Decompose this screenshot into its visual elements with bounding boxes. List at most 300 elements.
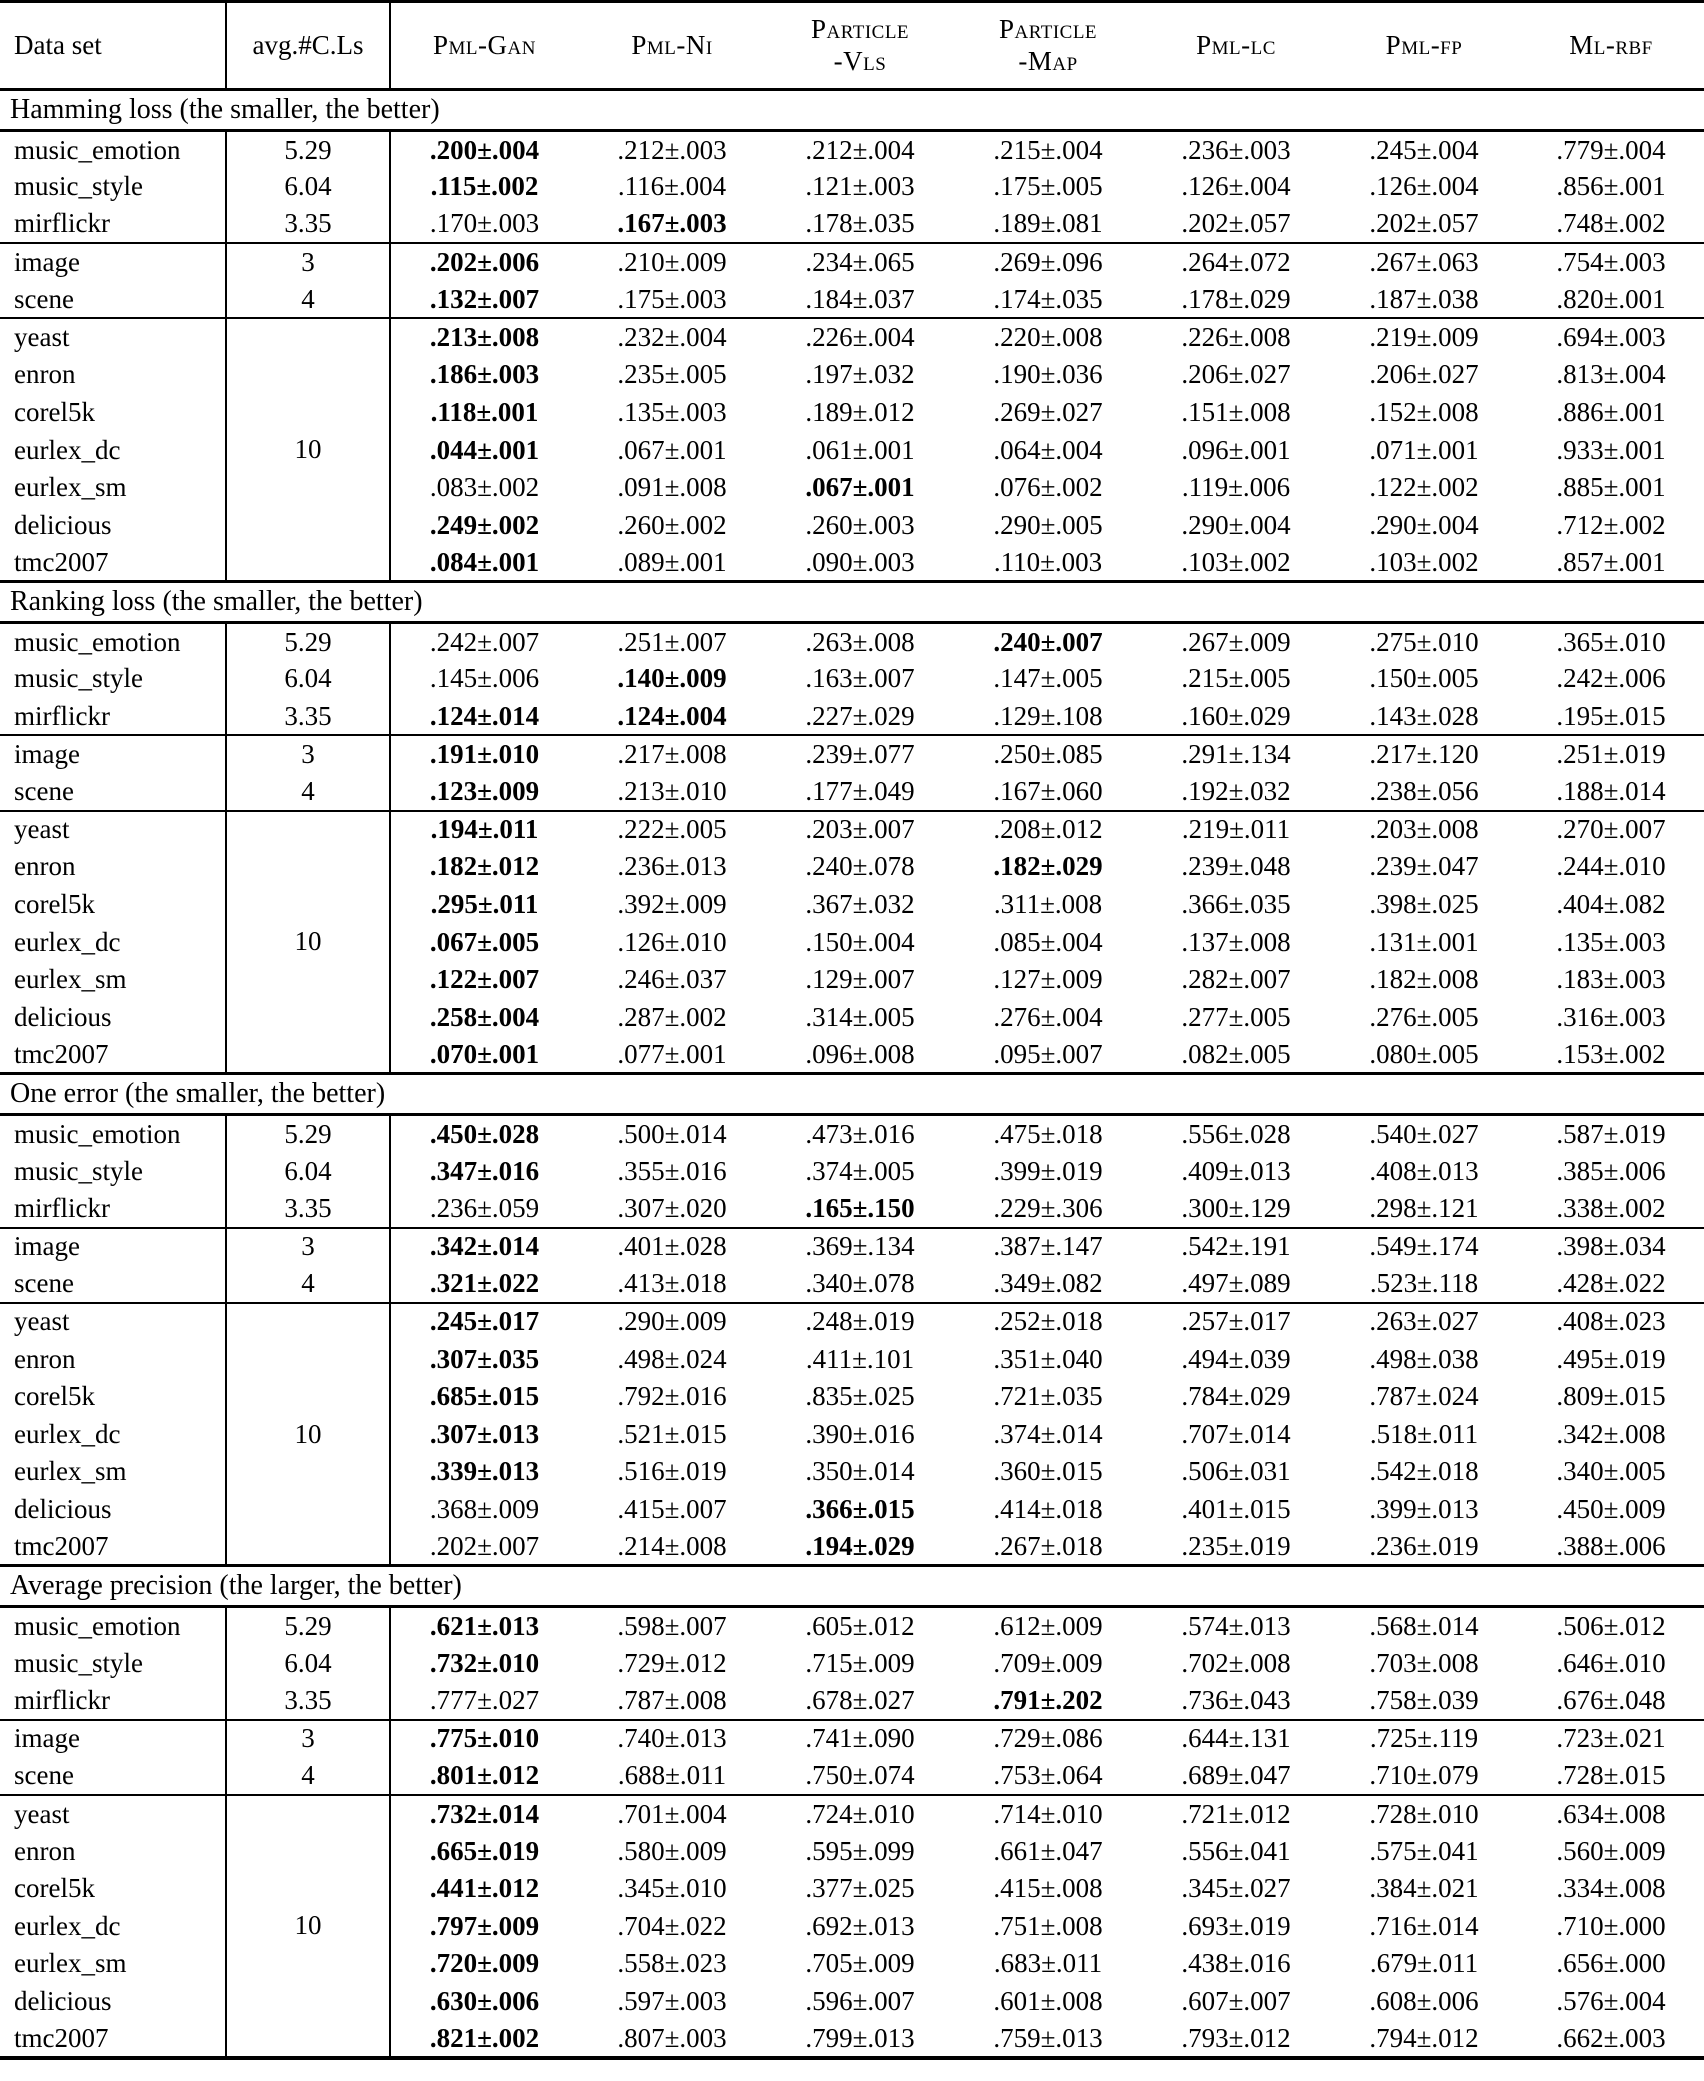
- value-cell-pml-ni: .290±.009: [578, 1303, 766, 1341]
- value-cell-particle-map: .208±.012: [954, 811, 1142, 849]
- table-row: [0, 811, 1704, 849]
- value-cell-pml-gan: .124±.014: [429, 700, 540, 731]
- value-cell-particle-vls: .366±.015: [805, 1493, 915, 1524]
- value-cell-pml-gan: .123±.009: [429, 775, 540, 806]
- value-cell-pml-gan: .083±.002: [429, 472, 540, 503]
- column-header-label: Pml-Gan: [433, 29, 536, 60]
- value-cell-pml-ni: .135±.003: [617, 396, 727, 427]
- value-cell-particle-map: .714±.010: [954, 1795, 1142, 1833]
- value-cell-particle-map: .612±.009: [954, 1607, 1142, 1645]
- value-cell-particle-vls: .678±.027: [805, 1684, 915, 1715]
- value-cell-pml-fp: .703±.008: [1369, 1647, 1479, 1678]
- value-cell-ml-rbf: .365±.010: [1518, 623, 1704, 661]
- value-cell-pml-gan: .732±.010: [429, 1647, 540, 1678]
- dataset-cell: yeast: [0, 1303, 226, 1341]
- dataset-cell: tmc2007: [0, 2020, 226, 2058]
- table-row: [0, 1303, 1704, 1341]
- value-cell-particle-map: .290±.005: [993, 509, 1103, 540]
- value-cell-ml-rbf: .428±.022: [1556, 1267, 1666, 1298]
- value-cell-pml-gan: .342±.014: [390, 1228, 578, 1266]
- dataset-cell: image: [0, 735, 226, 773]
- value-cell-pml-ni: .287±.002: [617, 1001, 727, 1032]
- value-cell-particle-vls: .340±.078: [805, 1267, 915, 1298]
- value-cell-pml-gan: .122±.007: [429, 964, 540, 995]
- value-cell-particle-map: .276±.004: [993, 1001, 1103, 1032]
- value-cell-pml-gan: .775±.010: [390, 1720, 578, 1758]
- value-cell-pml-ni: .740±.013: [578, 1720, 766, 1758]
- value-cell-particle-vls: .750±.074: [805, 1760, 915, 1791]
- value-cell-particle-map: .252±.018: [954, 1303, 1142, 1341]
- value-cell-particle-vls: .314±.005: [805, 1001, 915, 1032]
- value-cell-pml-lc: .494±.039: [1181, 1343, 1291, 1374]
- value-cell-pml-lc: .178±.029: [1181, 283, 1291, 314]
- column-header-pml-gan: [390, 2, 578, 90]
- value-cell-pml-ni: .558±.023: [617, 1948, 727, 1979]
- value-cell-pml-fp: .275±.010: [1330, 623, 1518, 661]
- value-cell-pml-gan: .797±.009: [429, 1910, 540, 1941]
- dataset-cell: eurlex_dc: [0, 923, 226, 961]
- value-cell-ml-rbf: .388±.006: [1556, 1530, 1666, 1561]
- table-row: [0, 1682, 1704, 1720]
- value-cell-particle-vls: .605±.012: [766, 1607, 954, 1645]
- value-cell-pml-ni: .067±.001: [617, 434, 727, 465]
- column-header-pml-lc: [1142, 2, 1330, 90]
- value-cell-particle-vls: .390±.016: [805, 1418, 915, 1449]
- value-cell-particle-vls: .090±.003: [805, 546, 915, 577]
- value-cell-particle-vls: .239±.077: [766, 735, 954, 773]
- value-cell-ml-rbf: .135±.003: [1556, 926, 1666, 957]
- avg-cls-cell: 6.04: [226, 168, 390, 206]
- column-header-dataset: [0, 2, 226, 90]
- value-cell-ml-rbf: .398±.034: [1518, 1228, 1704, 1266]
- value-cell-particle-map: .311±.008: [993, 889, 1103, 920]
- table-row: [0, 1720, 1704, 1758]
- value-cell-pml-lc: .291±.134: [1142, 735, 1330, 773]
- avg-cls-cell-merged: 10: [226, 318, 390, 581]
- value-cell-pml-lc: .160±.029: [1181, 700, 1291, 731]
- table-row: [0, 131, 1704, 169]
- value-cell-pml-fp: .408±.013: [1369, 1155, 1479, 1186]
- value-cell-pml-lc: .542±.191: [1142, 1228, 1330, 1266]
- value-cell-particle-vls: .263±.008: [766, 623, 954, 661]
- value-cell-pml-lc: .236±.003: [1142, 131, 1330, 169]
- value-cell-particle-map: .095±.007: [993, 1038, 1103, 1069]
- table-row: [0, 773, 1704, 811]
- section-header-row: [0, 1566, 1704, 1607]
- value-cell-pml-gan: .245±.017: [390, 1303, 578, 1341]
- value-cell-pml-gan: .801±.012: [429, 1760, 540, 1791]
- value-cell-ml-rbf: .334±.008: [1556, 1873, 1666, 1904]
- dataset-cell: mirflickr: [0, 206, 226, 244]
- value-cell-ml-rbf: .450±.009: [1556, 1493, 1666, 1524]
- value-cell-pml-gan: .450±.028: [390, 1115, 578, 1153]
- value-cell-ml-rbf: .813±.004: [1556, 359, 1666, 390]
- value-cell-pml-gan: .213±.008: [390, 318, 578, 356]
- value-cell-pml-ni: .688±.011: [617, 1760, 727, 1791]
- value-cell-pml-lc: .693±.019: [1181, 1910, 1291, 1941]
- value-cell-pml-gan: .307±.013: [429, 1418, 540, 1449]
- value-cell-pml-ni: .236±.013: [617, 851, 727, 882]
- value-cell-particle-vls: .741±.090: [766, 1720, 954, 1758]
- section-title: One error (the smaller, the better): [0, 1074, 1704, 1115]
- value-cell-pml-ni: .500±.014: [578, 1115, 766, 1153]
- column-header-label: Particle: [998, 14, 1098, 45]
- dataset-cell: music_style: [0, 168, 226, 206]
- value-cell-pml-ni: .140±.009: [617, 663, 727, 694]
- value-cell-pml-gan: .720±.009: [429, 1948, 540, 1979]
- value-cell-ml-rbf: .646±.010: [1556, 1647, 1666, 1678]
- value-cell-pml-ni: .401±.028: [578, 1228, 766, 1266]
- value-cell-pml-ni: .598±.007: [578, 1607, 766, 1645]
- column-header-label: Ml-rbf: [1569, 29, 1653, 60]
- value-cell-pml-lc: .257±.017: [1142, 1303, 1330, 1341]
- avg-cls-cell: 5.29: [226, 1115, 390, 1153]
- table-row: [0, 1152, 1704, 1190]
- value-cell-pml-ni: .392±.009: [617, 889, 727, 920]
- value-cell-pml-lc: .793±.012: [1181, 2022, 1291, 2053]
- value-cell-pml-lc: .103±.002: [1181, 546, 1291, 577]
- value-cell-pml-ni: .212±.003: [578, 131, 766, 169]
- section-header-row: [0, 1074, 1704, 1115]
- value-cell-pml-ni: .167±.003: [617, 208, 727, 239]
- value-cell-pml-lc: .202±.057: [1181, 208, 1291, 239]
- value-cell-particle-vls: .227±.029: [805, 700, 915, 731]
- dataset-cell: image: [0, 243, 226, 281]
- value-cell-pml-fp: .182±.008: [1369, 964, 1479, 995]
- column-header-label: Pml-Ni: [631, 29, 713, 60]
- value-cell-particle-map: .415±.008: [993, 1873, 1103, 1904]
- value-cell-pml-fp: .542±.018: [1369, 1456, 1479, 1487]
- table-row: [0, 1228, 1704, 1266]
- value-cell-particle-vls: .129±.007: [805, 964, 915, 995]
- value-cell-pml-ni: .210±.009: [578, 243, 766, 281]
- table-row: [0, 660, 1704, 698]
- value-cell-pml-lc: .497±.089: [1181, 1267, 1291, 1298]
- dataset-cell: scene: [0, 773, 226, 811]
- value-cell-particle-map: .360±.015: [993, 1456, 1103, 1487]
- value-cell-particle-map: .729±.086: [954, 1720, 1142, 1758]
- value-cell-particle-vls: .799±.013: [805, 2022, 915, 2053]
- value-cell-pml-fp: .608±.006: [1369, 1986, 1479, 2017]
- dataset-cell: tmc2007: [0, 1036, 226, 1074]
- dataset-cell: mirflickr: [0, 698, 226, 736]
- avg-cls-cell: 6.04: [226, 1644, 390, 1682]
- table-row: [0, 318, 1704, 356]
- value-cell-pml-ni: .355±.016: [617, 1155, 727, 1186]
- value-cell-pml-lc: .219±.011: [1142, 811, 1330, 849]
- value-cell-ml-rbf: .748±.002: [1556, 208, 1666, 239]
- column-header-label: -Map: [1018, 45, 1078, 76]
- value-cell-pml-gan: .236±.059: [429, 1192, 540, 1223]
- value-cell-particle-map: .759±.013: [993, 2022, 1103, 2053]
- value-cell-particle-map: .064±.004: [993, 434, 1103, 465]
- value-cell-pml-fp: .219±.009: [1330, 318, 1518, 356]
- value-cell-pml-fp: .206±.027: [1369, 359, 1479, 390]
- dataset-cell: eurlex_dc: [0, 1416, 226, 1454]
- value-cell-ml-rbf: .342±.008: [1556, 1418, 1666, 1449]
- value-cell-pml-lc: .707±.014: [1181, 1418, 1291, 1449]
- section-header-row: [0, 582, 1704, 623]
- value-cell-pml-fp: .794±.012: [1369, 2022, 1479, 2053]
- value-cell-pml-fp: .787±.024: [1369, 1381, 1479, 1412]
- value-cell-pml-fp: .549±.174: [1330, 1228, 1518, 1266]
- value-cell-ml-rbf: .710±.000: [1556, 1910, 1666, 1941]
- dataset-cell: corel5k: [0, 1378, 226, 1416]
- value-cell-pml-fp: .267±.063: [1330, 243, 1518, 281]
- value-cell-particle-vls: .234±.065: [766, 243, 954, 281]
- value-cell-pml-ni: .516±.019: [617, 1456, 727, 1487]
- value-cell-pml-fp: .540±.027: [1330, 1115, 1518, 1153]
- value-cell-pml-ni: .415±.007: [617, 1493, 727, 1524]
- value-cell-ml-rbf: .754±.003: [1518, 243, 1704, 281]
- value-cell-pml-fp: .122±.002: [1369, 472, 1479, 503]
- dataset-cell: enron: [0, 1832, 226, 1870]
- value-cell-particle-map: .110±.003: [993, 546, 1103, 577]
- value-cell-pml-lc: .366±.035: [1181, 889, 1291, 920]
- avg-cls-cell: 3: [226, 1228, 390, 1266]
- column-header-label: Pml-fp: [1385, 29, 1463, 60]
- value-cell-particle-map: .414±.018: [993, 1493, 1103, 1524]
- column-header-label: Data set: [14, 29, 102, 60]
- value-cell-ml-rbf: .933±.001: [1556, 434, 1666, 465]
- value-cell-particle-map: .683±.011: [993, 1948, 1103, 1979]
- value-cell-pml-gan: .732±.014: [390, 1795, 578, 1833]
- avg-cls-cell: 3: [226, 1720, 390, 1758]
- value-cell-pml-lc: .644±.131: [1142, 1720, 1330, 1758]
- value-cell-pml-ni: .807±.003: [617, 2022, 727, 2053]
- value-cell-pml-fp: .152±.008: [1369, 396, 1479, 427]
- value-cell-particle-map: .601±.008: [993, 1986, 1103, 2017]
- avg-cls-cell: 6.04: [226, 1152, 390, 1190]
- dataset-cell: image: [0, 1228, 226, 1266]
- value-cell-pml-gan: .145±.006: [429, 663, 540, 694]
- column-header-particle-map: [954, 2, 1142, 90]
- column-header-ml-rbf: [1518, 2, 1704, 90]
- value-cell-ml-rbf: .183±.003: [1556, 964, 1666, 995]
- value-cell-particle-vls: .197±.032: [805, 359, 915, 390]
- value-cell-particle-map: .269±.027: [993, 396, 1103, 427]
- value-cell-pml-gan: .202±.006: [390, 243, 578, 281]
- value-cell-pml-ni: .116±.004: [617, 171, 727, 202]
- value-cell-pml-gan: .339±.013: [429, 1456, 540, 1487]
- value-cell-particle-vls: .596±.007: [805, 1986, 915, 2017]
- value-cell-pml-ni: .792±.016: [617, 1381, 727, 1412]
- avg-cls-cell: 3.35: [226, 1190, 390, 1228]
- value-cell-pml-gan: .044±.001: [429, 434, 540, 465]
- value-cell-pml-lc: .151±.008: [1181, 396, 1291, 427]
- value-cell-pml-lc: .226±.008: [1142, 318, 1330, 356]
- value-cell-particle-map: .721±.035: [993, 1381, 1103, 1412]
- value-cell-particle-map: .085±.004: [993, 926, 1103, 957]
- avg-cls-cell: 4: [226, 773, 390, 811]
- dataset-cell: eurlex_sm: [0, 1945, 226, 1983]
- section-title: Average precision (the larger, the better): [0, 1566, 1704, 1607]
- column-header-particle-vls: [766, 2, 954, 90]
- value-cell-pml-lc: .264±.072: [1142, 243, 1330, 281]
- value-cell-pml-gan: .070±.001: [429, 1038, 540, 1069]
- value-cell-ml-rbf: .676±.048: [1556, 1684, 1666, 1715]
- value-cell-particle-map: .399±.019: [993, 1155, 1103, 1186]
- value-cell-particle-vls: .150±.004: [805, 926, 915, 957]
- dataset-cell: enron: [0, 356, 226, 394]
- value-cell-pml-fp: .245±.004: [1330, 131, 1518, 169]
- value-cell-particle-map: .076±.002: [993, 472, 1103, 503]
- value-cell-pml-fp: .568±.014: [1330, 1607, 1518, 1645]
- table-row: [0, 243, 1704, 281]
- value-cell-pml-lc: .215±.005: [1181, 663, 1291, 694]
- value-cell-pml-ni: .704±.022: [617, 1910, 727, 1941]
- value-cell-ml-rbf: .338±.002: [1556, 1192, 1666, 1223]
- value-cell-pml-gan: .182±.012: [429, 851, 540, 882]
- value-cell-particle-vls: .473±.016: [766, 1115, 954, 1153]
- dataset-cell: music_style: [0, 660, 226, 698]
- value-cell-particle-vls: .248±.019: [766, 1303, 954, 1341]
- value-cell-particle-vls: .835±.025: [805, 1381, 915, 1412]
- value-cell-pml-gan: .347±.016: [429, 1155, 540, 1186]
- value-cell-pml-ni: .729±.012: [617, 1647, 727, 1678]
- value-cell-pml-lc: .119±.006: [1181, 472, 1291, 503]
- value-cell-particle-map: .349±.082: [993, 1267, 1103, 1298]
- value-cell-pml-fp: .728±.010: [1330, 1795, 1518, 1833]
- value-cell-pml-ni: .214±.008: [617, 1530, 727, 1561]
- table-row: [0, 281, 1704, 319]
- dataset-cell: image: [0, 1720, 226, 1758]
- dataset-cell: yeast: [0, 811, 226, 849]
- table-row: [0, 735, 1704, 773]
- value-cell-particle-vls: .212±.004: [766, 131, 954, 169]
- value-cell-pml-lc: .702±.008: [1181, 1647, 1291, 1678]
- value-cell-particle-map: .229±.306: [993, 1192, 1103, 1223]
- value-cell-particle-vls: .184±.037: [805, 283, 915, 314]
- value-cell-ml-rbf: .188±.014: [1556, 775, 1666, 806]
- table-row: [0, 168, 1704, 206]
- dataset-cell: eurlex_dc: [0, 1908, 226, 1946]
- value-cell-particle-map: .127±.009: [993, 964, 1103, 995]
- value-cell-pml-ni: .498±.024: [617, 1343, 727, 1374]
- value-cell-particle-map: .220±.008: [954, 318, 1142, 356]
- value-cell-pml-fp: .263±.027: [1330, 1303, 1518, 1341]
- value-cell-particle-vls: .067±.001: [805, 472, 915, 503]
- value-cell-pml-gan: .067±.005: [429, 926, 540, 957]
- value-cell-ml-rbf: .809±.015: [1556, 1381, 1666, 1412]
- table-row: [0, 206, 1704, 244]
- avg-cls-cell: 3.35: [226, 698, 390, 736]
- value-cell-pml-gan: .307±.035: [429, 1343, 540, 1374]
- value-cell-pml-ni: .521±.015: [617, 1418, 727, 1449]
- value-cell-pml-gan: .621±.013: [390, 1607, 578, 1645]
- value-cell-pml-ni: .597±.003: [617, 1986, 727, 2017]
- value-cell-pml-ni: .175±.003: [617, 283, 727, 314]
- dataset-cell: delicious: [0, 999, 226, 1037]
- column-header-pml-ni: [578, 2, 766, 90]
- value-cell-pml-ni: .260±.002: [617, 509, 727, 540]
- column-header-avg-cls: [226, 2, 390, 90]
- value-cell-pml-lc: .206±.027: [1181, 359, 1291, 390]
- value-cell-pml-ni: .307±.020: [617, 1192, 727, 1223]
- dataset-cell: enron: [0, 848, 226, 886]
- value-cell-pml-ni: .246±.037: [617, 964, 727, 995]
- value-cell-particle-map: .174±.035: [993, 283, 1103, 314]
- section-title: Ranking loss (the smaller, the better): [0, 582, 1704, 623]
- value-cell-pml-gan: .249±.002: [429, 509, 540, 540]
- value-cell-pml-lc: .126±.004: [1181, 171, 1291, 202]
- value-cell-pml-fp: .202±.057: [1369, 208, 1479, 239]
- value-cell-particle-vls: .377±.025: [805, 1873, 915, 1904]
- value-cell-particle-vls: .374±.005: [805, 1155, 915, 1186]
- value-cell-particle-map: .175±.005: [993, 171, 1103, 202]
- value-cell-pml-lc: .235±.019: [1181, 1530, 1291, 1561]
- value-cell-particle-vls: .350±.014: [805, 1456, 915, 1487]
- value-cell-pml-gan: .084±.001: [429, 546, 540, 577]
- value-cell-ml-rbf: .404±.082: [1556, 889, 1666, 920]
- value-cell-particle-vls: .165±.150: [805, 1192, 915, 1223]
- avg-cls-cell: 3: [226, 735, 390, 773]
- table-row: [0, 1115, 1704, 1153]
- column-header-label: -Vls: [833, 45, 887, 76]
- value-cell-pml-lc: .689±.047: [1181, 1760, 1291, 1791]
- value-cell-pml-fp: .236±.019: [1369, 1530, 1479, 1561]
- value-cell-pml-fp: .126±.004: [1369, 171, 1479, 202]
- value-cell-pml-gan: .630±.006: [429, 1986, 540, 2017]
- value-cell-pml-lc: .438±.016: [1181, 1948, 1291, 1979]
- dataset-cell: delicious: [0, 1491, 226, 1529]
- value-cell-ml-rbf: .195±.015: [1556, 700, 1666, 731]
- value-cell-ml-rbf: .886±.001: [1556, 396, 1666, 427]
- value-cell-pml-fp: .131±.001: [1369, 926, 1479, 957]
- value-cell-pml-ni: .251±.007: [578, 623, 766, 661]
- avg-cls-cell-merged: 10: [226, 1795, 390, 2058]
- value-cell-particle-map: .475±.018: [954, 1115, 1142, 1153]
- table-row: [0, 1190, 1704, 1228]
- value-cell-pml-lc: .267±.009: [1142, 623, 1330, 661]
- value-cell-pml-gan: .170±.003: [429, 208, 540, 239]
- value-cell-particle-vls: .411±.101: [805, 1343, 915, 1374]
- dataset-cell: eurlex_sm: [0, 469, 226, 507]
- value-cell-ml-rbf: .385±.006: [1556, 1155, 1666, 1186]
- column-header-label: Particle: [810, 14, 910, 45]
- value-cell-ml-rbf: .820±.001: [1556, 283, 1666, 314]
- section-title: Hamming loss (the smaller, the better): [0, 90, 1704, 131]
- dataset-cell: corel5k: [0, 394, 226, 432]
- dataset-cell: music_style: [0, 1644, 226, 1682]
- value-cell-pml-fp: .710±.079: [1369, 1760, 1479, 1791]
- value-cell-pml-ni: .787±.008: [617, 1684, 727, 1715]
- value-cell-pml-ni: .232±.004: [578, 318, 766, 356]
- value-cell-ml-rbf: .634±.008: [1518, 1795, 1704, 1833]
- avg-cls-cell: 6.04: [226, 660, 390, 698]
- value-cell-pml-fp: .071±.001: [1369, 434, 1479, 465]
- dataset-cell: music_emotion: [0, 131, 226, 169]
- value-cell-ml-rbf: .885±.001: [1556, 472, 1666, 503]
- value-cell-particle-map: .167±.060: [993, 775, 1103, 806]
- dataset-cell: scene: [0, 281, 226, 319]
- value-cell-ml-rbf: .587±.019: [1518, 1115, 1704, 1153]
- value-cell-particle-map: .269±.096: [954, 243, 1142, 281]
- value-cell-pml-gan: .321±.022: [429, 1267, 540, 1298]
- value-cell-ml-rbf: .856±.001: [1556, 171, 1666, 202]
- value-cell-pml-fp: .298±.121: [1369, 1192, 1479, 1223]
- value-cell-ml-rbf: .694±.003: [1518, 318, 1704, 356]
- value-cell-ml-rbf: .242±.006: [1556, 663, 1666, 694]
- value-cell-ml-rbf: .506±.012: [1518, 1607, 1704, 1645]
- value-cell-pml-fp: .150±.005: [1369, 663, 1479, 694]
- value-cell-particle-map: .661±.047: [993, 1835, 1103, 1866]
- value-cell-pml-fp: .498±.038: [1369, 1343, 1479, 1374]
- value-cell-pml-ni: .235±.005: [617, 359, 727, 390]
- value-cell-particle-map: .129±.108: [993, 700, 1103, 731]
- value-cell-pml-ni: .580±.009: [617, 1835, 727, 1866]
- value-cell-pml-lc: .300±.129: [1181, 1192, 1291, 1223]
